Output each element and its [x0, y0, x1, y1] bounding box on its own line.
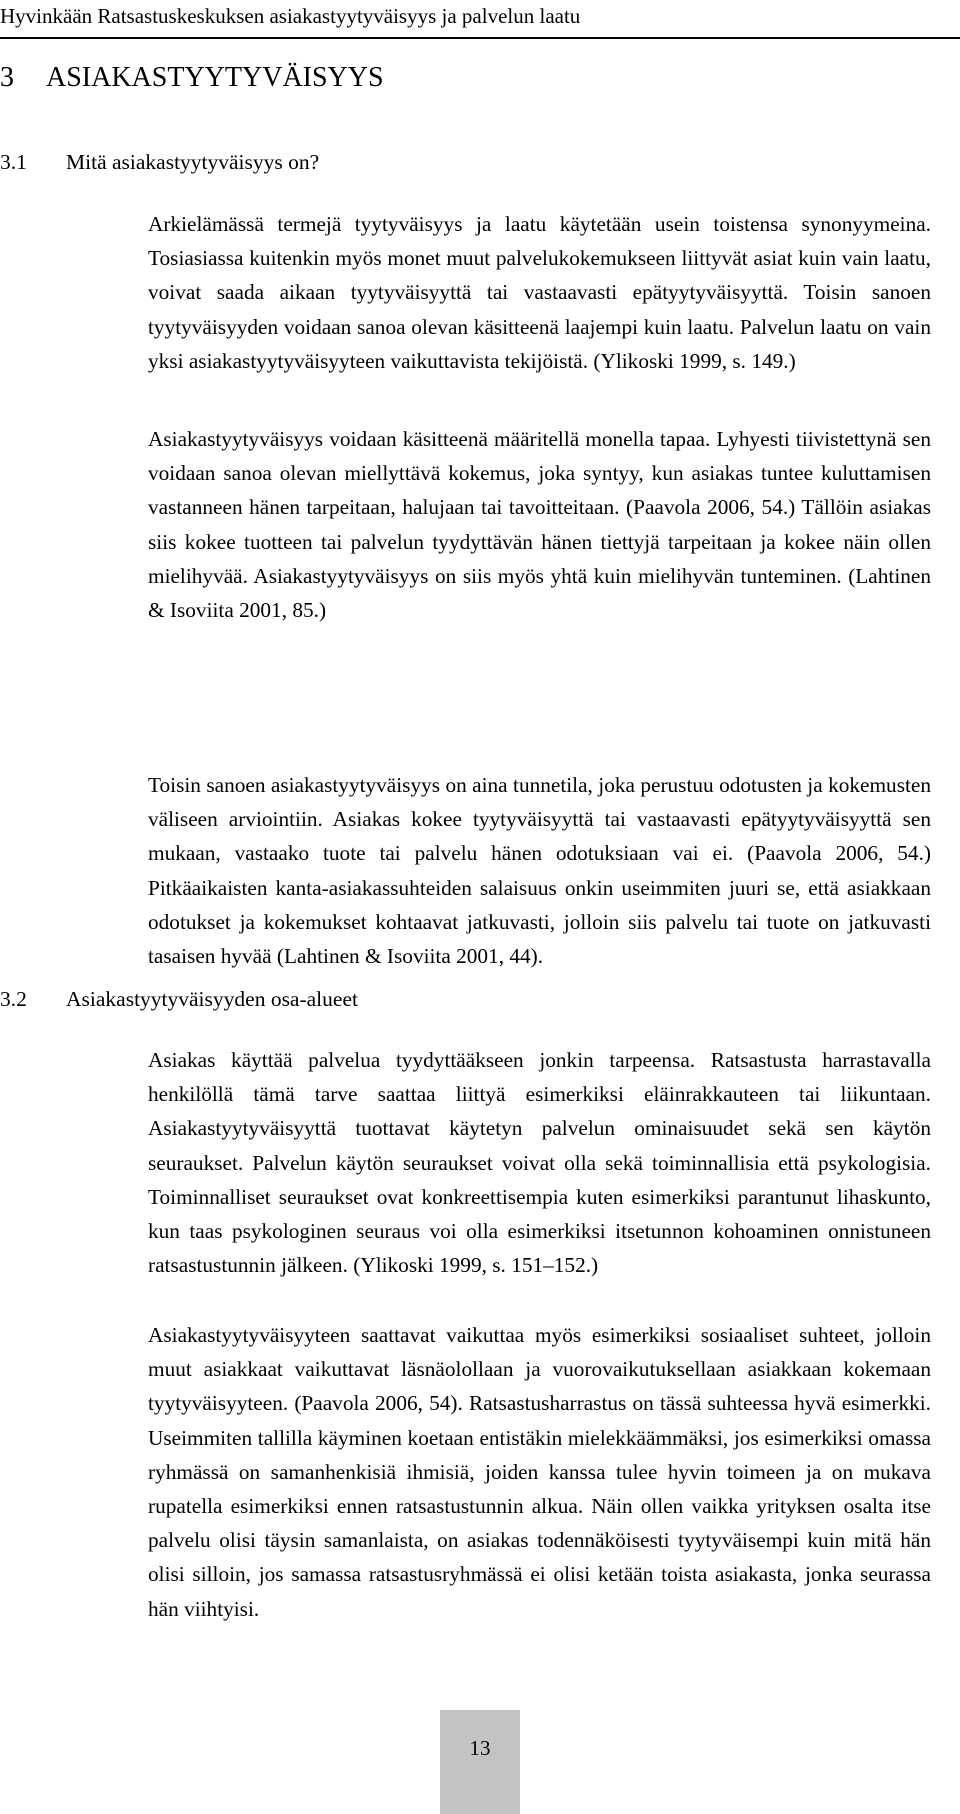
section-title: Mitä asiakastyytyväisyys on? [66, 150, 320, 174]
paragraph: Asiakastyytyväisyyteen saattavat vaikuttaa myös esimerkiksi sosiaaliset suhteet, jolloin muut asiakkaat vaikuttavat läsnäolollaan ja vuorovaikutuksellaan asiakkaan kokemaan tyytyväisyyteen. (Paavola 2006, 54). Ratsastusharrastus on tässä suhteessa hyvä esimerkki. Useimmiten tallilla käyminen koetaan entistäkin mielekkäämmäksi, jos esimerkiksi omassa ryhmässä on samanhenkisiä ihmisiä, joiden kanssa tulee hyvin toimeen ja on mukava rupatella esimerkiksi ennen ratsastustunnin alkua. Näin ollen vaikka yrityksen osalta itse palvelu olisi täysin samanlaista, on asiakas todennäköisesti tyytyväisempi kuin mitä hän olisi silloin, jos samassa ratsastusryhmässä ei olisi ketään toista asiakasta, jonka seurassa hän viihtyisi. [148, 1323, 931, 1621]
section-heading-3-1 [0, 148, 319, 176]
section-title: Asiakastyytyväisyyden osa-alueet [66, 987, 358, 1011]
page-number: 13 [469, 1736, 491, 1760]
chapter-title: ASIAKASTYYTYVÄISYYS [46, 62, 384, 93]
chapter-number: 3 [0, 62, 14, 93]
paragraph: Toisin sanoen asiakastyytyväisyys on aina tunnetila, joka perustuu odotusten ja kokemusten väliseen arviointiin. Asiakas kokee tyytyväisyyttä tai vastaavasti epätyytyväisyyttä sen mukaan, vastaako tuote tai palvelu hänen odotuksiaan vai ei. (Paavola 2006, 54.) Pitkäaikaisten kanta-asiakassuhteiden salaisuus onkin useimmiten juuri se, että asiakkaan odotukset ja kokemukset kohtaavat jatkuvasti, jolloin siis palvelu tai tuote on jatkuvasti tasaisen hyvää (Lahtinen & Isoviita 2001, 44). [148, 773, 931, 969]
chapter-heading [0, 60, 384, 96]
paragraph: Asiakastyytyväisyys voidaan käsitteenä määritellä monella tapaa. Lyhyesti tiivistettynä sen voidaan sanoa olevan miellyttävä kokemus, joka syntyy, kun asiakas tuntee kuluttamisen vastanneen hänen tarpeitaan, halujaan tai tavoitteitaan. (Paavola 2006, 54.) Tällöin asiakas siis kokee tuotteen tai palvelun tyydyttävän hänen tiettyjä tarpeitaan ja kokee näin ollen mielihyvää. Asiakastyytyväisyys on siis myös yhtä kuin mielihyvän tunteminen. (Lahtinen & Isoviita 2001, 85.) [148, 427, 931, 623]
paragraph: Asiakas käyttää palvelua tyydyttääkseen jonkin tarpeensa. Ratsastusta harrastavalla henkilöllä tämä tarve saattaa liittyä esimerkiksi eläinrakkauteen tai liikuntaan. Asiakastyytyväisyyttä tuottavat käytetyn palvelun ominaisuudet sekä sen käytön seuraukset. Palvelun käytön seuraukset voivat olla sekä toiminnallisia että psykologisia. Toiminnalliset seuraukset ovat konkreettisempia kuten esimerkiksi parantunut lihaskunto, kun taas psykologinen seuraus voi olla esimerkiksi itsetunnon kohoaminen onnistuneen ratsastustunnin jälkeen. (Ylikoski 1999, s. 151–152.) [148, 1048, 931, 1278]
section-number: 3.2 [0, 987, 27, 1011]
page-number-box [440, 1710, 520, 1814]
paragraph: Arkielämässä termejä tyytyväisyys ja laatu käytetään usein toistensa synonyymeina. Tosiasiassa kuitenkin myös monet muut palvelukokemukseen liittyvät asiat kuin vain laatu, voivat saada aikaan tyytyväisyyttä tai vastaavasti epätyytyväisyyttä. Toisin sanoen tyytyväisyyden voidaan sanoa olevan käsitteenä laajempi kuin laatu. Palvelun laatu on vain yksi asiakastyytyväisyyteen vaikuttavista tekijöistä. (Ylikoski 1999, s. 149.) [148, 212, 931, 373]
section-number: 3.1 [0, 150, 27, 174]
header-rule [0, 37, 960, 39]
section-heading-3-2 [0, 985, 358, 1013]
running-header: Hyvinkään Ratsastuskeskuksen asiakastyytyväisyys ja palvelun laatu [0, 4, 581, 28]
